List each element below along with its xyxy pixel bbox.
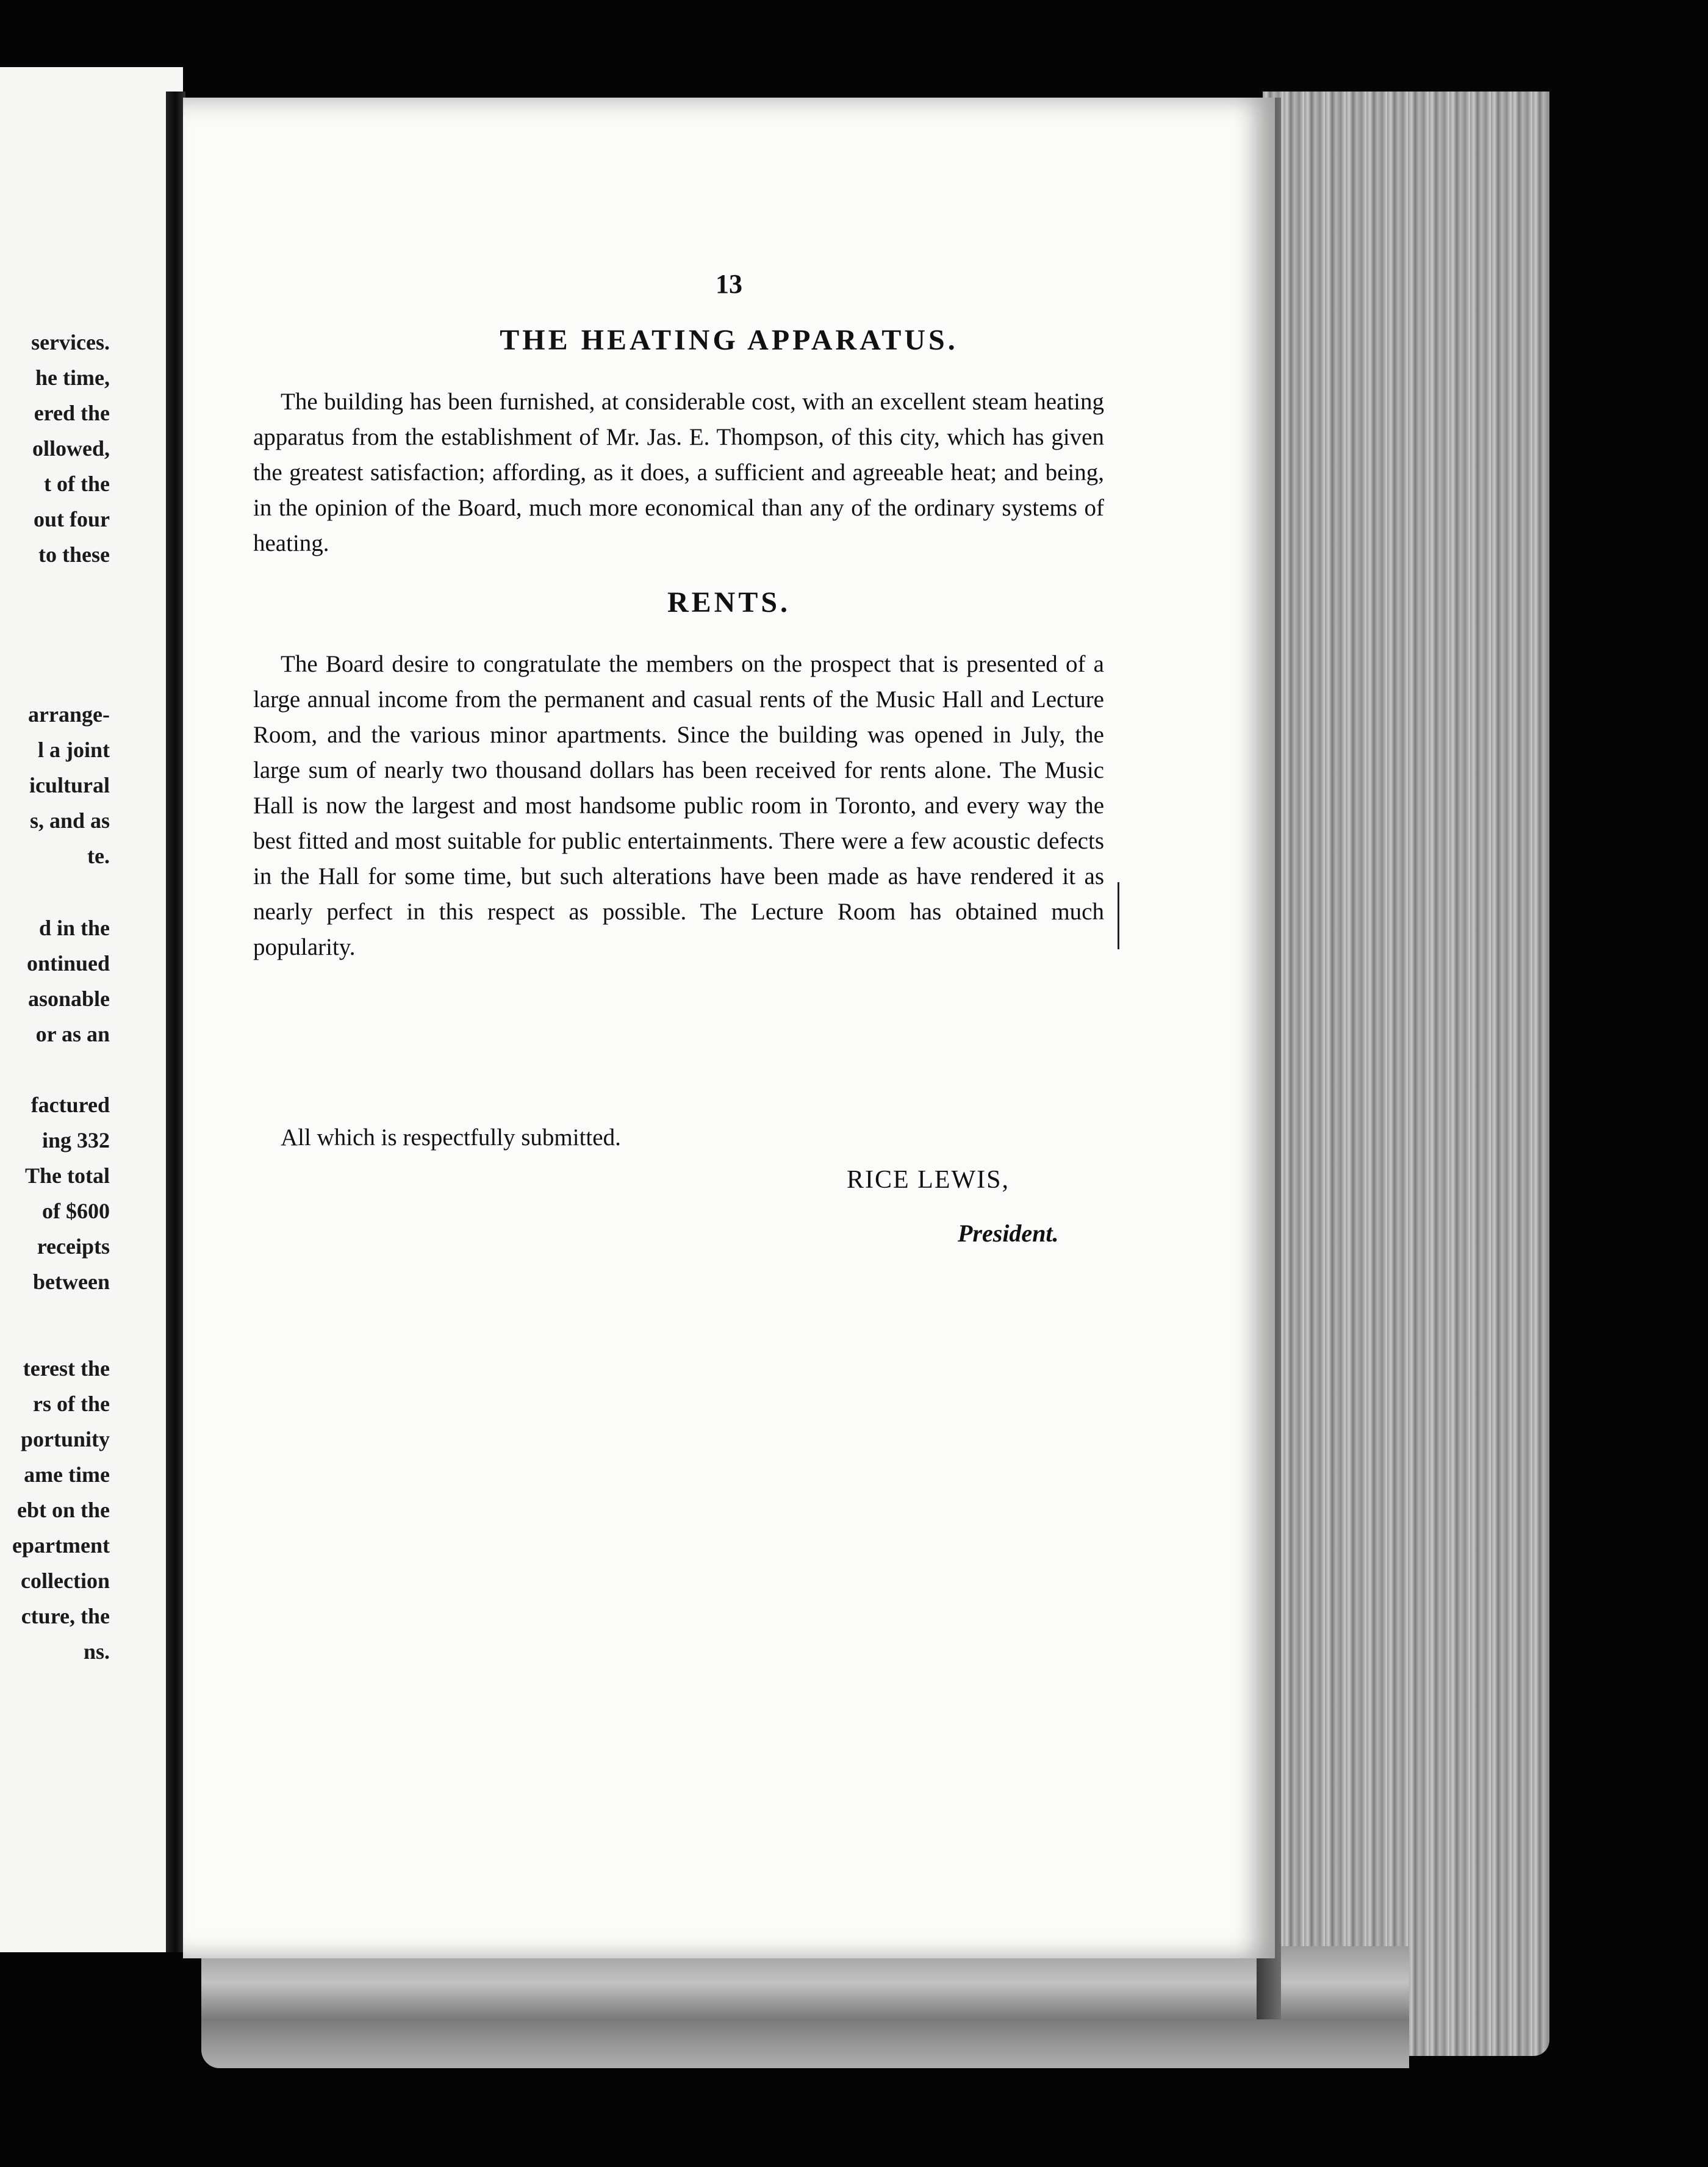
left-page-line: receipts [37, 1234, 110, 1259]
bottom-page-edges [201, 1946, 1409, 2068]
left-page-line: te. [87, 844, 110, 868]
page-number: 13 [716, 269, 742, 299]
left-page-line: t of the [44, 472, 110, 496]
heading-heating-apparatus: THE HEATING APPARATUS. [500, 324, 958, 356]
left-page-line: ns. [83, 1639, 110, 1664]
left-page-line: services. [31, 330, 110, 354]
left-page-line: or as an [35, 1022, 110, 1046]
heating-paragraph: The building has been furnished, at considerable cost, with an excellent steam heating apparatus from the establishment of Mr. Jas. E. Thompson, of this city, which has given the greatest satisfaction; affording, as it does, a sufficient and agreeable heat; and being, in the opinion of the Board, much more economical than any of the ordinary systems of heating. [253, 389, 1104, 556]
left-page-line: The total [25, 1163, 110, 1188]
left-page-line: ontinued [26, 951, 110, 976]
left-facing-page [0, 67, 183, 1952]
left-page-line: asonable [27, 986, 110, 1011]
left-page-line: icultural [29, 773, 110, 797]
left-page-line: factured [30, 1093, 110, 1117]
left-page-line: between [33, 1270, 110, 1294]
left-page-line: to these [38, 542, 110, 567]
left-page-line: s, and as [29, 808, 110, 833]
left-page-line: collection [21, 1569, 110, 1593]
left-page-line: out four [34, 507, 110, 531]
left-page-line: rs of the [33, 1392, 110, 1416]
left-page-line: he time, [35, 365, 110, 390]
closing-line: All which is respectfully submitted. [281, 1124, 621, 1151]
left-page-line: ame time [24, 1462, 110, 1487]
left-page-line: ing 332 [41, 1128, 110, 1152]
left-page-line: epartment [12, 1533, 110, 1558]
left-page-line: arrange- [28, 702, 110, 727]
document-page [183, 98, 1275, 1958]
left-page-line: portunity [20, 1427, 110, 1451]
rents-paragraph: The Board desire to congratulate the members on the prospect that is presented of a large annual income from the permanent and casual rents of the Music Hall and Lecture Room, and the various minor apartments. Since the building was opened in July, the large sum of nearly two thousand dollars has been received for rents alone. The Music Hall is now the largest and most handsome public room in Toronto, and every way the best fitted and most suitable for public entertainments. There were a few acoustic defects in the Hall for some time, but such alterations have been made as have rendered it as nearly perfect in this respect as possible. The Lecture Room has obtained much popularity. [253, 651, 1104, 960]
margin-mark [1118, 882, 1119, 949]
left-page-line: of $600 [42, 1199, 110, 1223]
left-page-line: ebt on the [17, 1498, 110, 1522]
left-page-line: terest the [23, 1356, 110, 1381]
left-page-line: ered the [34, 401, 110, 425]
left-page-line: cture, the [21, 1604, 110, 1628]
heading-rents: RENTS. [667, 586, 791, 619]
left-page-line: ollowed, [32, 436, 110, 461]
left-page-line: d in the [38, 916, 110, 940]
signature-title: President. [958, 1220, 1059, 1247]
page-edges [1263, 92, 1549, 2056]
signature-name: RICE LEWIS, [847, 1166, 1010, 1194]
left-page-line: l a joint [37, 738, 110, 762]
